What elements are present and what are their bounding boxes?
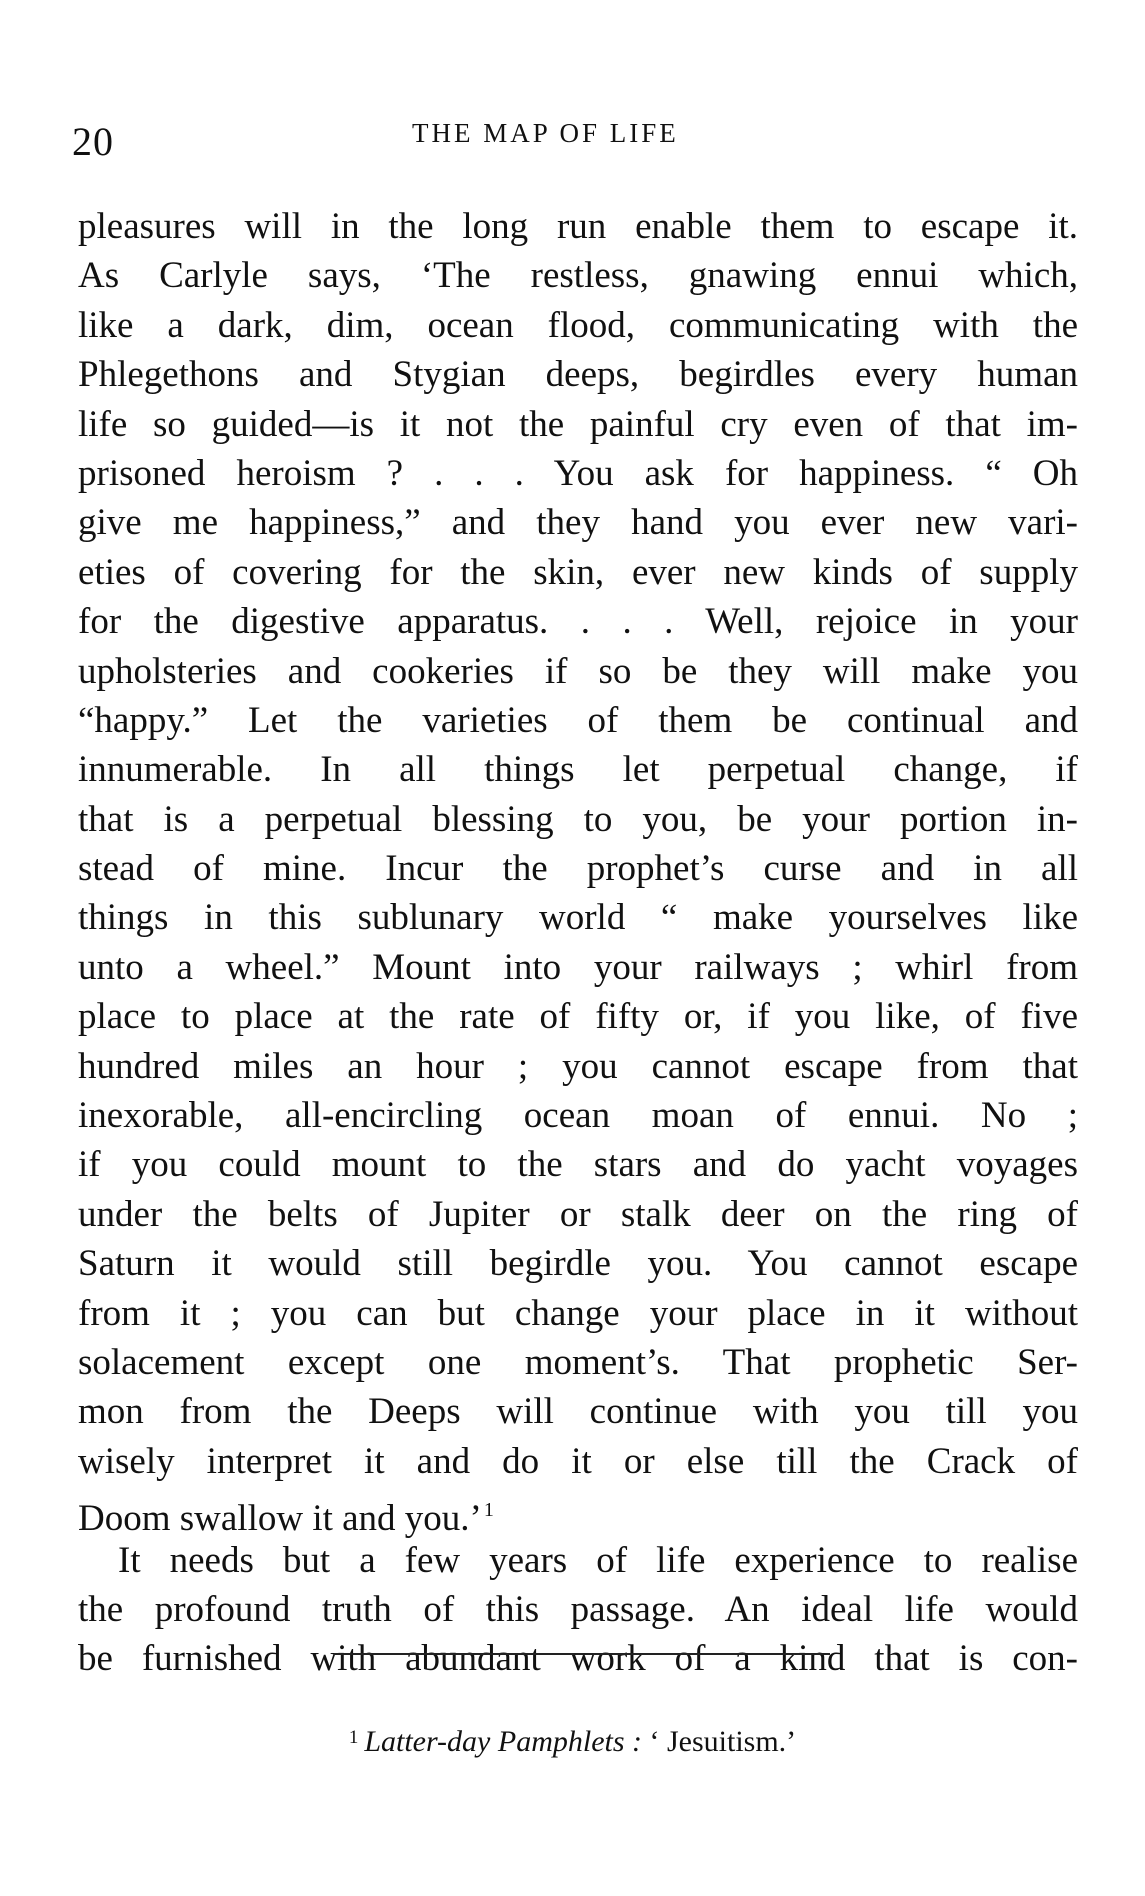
paragraph-2-line: the profound truth of this passage. An ideal life would: [78, 1588, 1078, 1630]
text-line: from it ; you can but change your place in it without: [78, 1292, 1078, 1334]
text-line: wisely interpret it and do it or else till the Crack of: [78, 1440, 1078, 1482]
text-line: if you could mount to the stars and do yacht voyages: [78, 1144, 1078, 1186]
paragraph-2-line: It needs but a few years of life experience to realise: [118, 1539, 1078, 1581]
text-line: prisoned heroism ? . . . You ask for happiness. “ Oh: [78, 452, 1078, 494]
text-line: that is a perpetual blessing to you, be your portion in-: [78, 798, 1078, 840]
text-line: innumerable. In all things let perpetual change, if: [78, 749, 1078, 791]
footnote: [0, 1725, 1145, 1759]
text-line: As Carlyle says, ‘The restless, gnawing ennui which,: [78, 255, 1078, 297]
text-line: eties of covering for the skin, ever new kinds of supply: [78, 551, 1078, 593]
text-line: under the belts of Jupiter or stalk deer on the ring of: [78, 1193, 1078, 1235]
text-line: Phlegethons and Stygian deeps, begirdles every human: [78, 354, 1078, 396]
text-line: upholsteries and cookeries if so be they will make you: [78, 650, 1078, 692]
text-line: unto a wheel.” Mount into your railways ; whirl from: [78, 946, 1078, 988]
text-line: things in this sublunary world “ make yourselves like: [78, 897, 1078, 939]
text-line: like a dark, dim, ocean flood, communicating with the: [78, 304, 1078, 346]
page-number: 20: [72, 119, 114, 164]
text-line: stead of mine. Incur the prophet’s curse and in all: [78, 848, 1078, 890]
footnote-title: Latter-day Pamphlets :: [364, 1725, 643, 1758]
footnote-marker: 1: [348, 1727, 359, 1748]
footnote-rule: [334, 1653, 830, 1655]
text-line: give me happiness,” and they hand you ever new vari-: [78, 502, 1078, 544]
footnote-text: ‘ Jesuitism.’: [649, 1725, 797, 1758]
running-title: THE MAP OF LIFE: [412, 118, 679, 148]
text-line: pleasures will in the long run enable them to escape it.: [78, 206, 1078, 247]
text-line: solacement except one moment’s. That prophetic Ser-: [78, 1341, 1078, 1383]
text-line: place to place at the rate of fifty or, if you like, of five: [78, 996, 1078, 1038]
text-line: life so guided—is it not the painful cry even of that im-: [78, 403, 1078, 445]
quote-end-text: Doom swallow it and you.’: [78, 1498, 482, 1540]
text-line: hundred miles an hour ; you cannot escape from that: [78, 1045, 1078, 1087]
text-line: mon from the Deeps will continue with you till you: [78, 1391, 1078, 1433]
footnote-reference: 1: [483, 1499, 494, 1522]
body-text: [78, 202, 1078, 1684]
paragraph-2-line: be furnished with abundant work of a kind that is con-: [78, 1638, 1078, 1680]
text-line: “happy.” Let the varieties of them be continual and: [78, 699, 1078, 741]
text-line: Saturn it would still begirdle you. You cannot escape: [78, 1243, 1078, 1285]
text-line: for the digestive apparatus. . . . Well, rejoice in your: [78, 601, 1078, 643]
text-line: inexorable, all-encircling ocean moan of ennui. No ;: [78, 1095, 1078, 1137]
running-head: [72, 100, 1072, 164]
text-line-quote-end: [78, 1486, 1078, 1540]
